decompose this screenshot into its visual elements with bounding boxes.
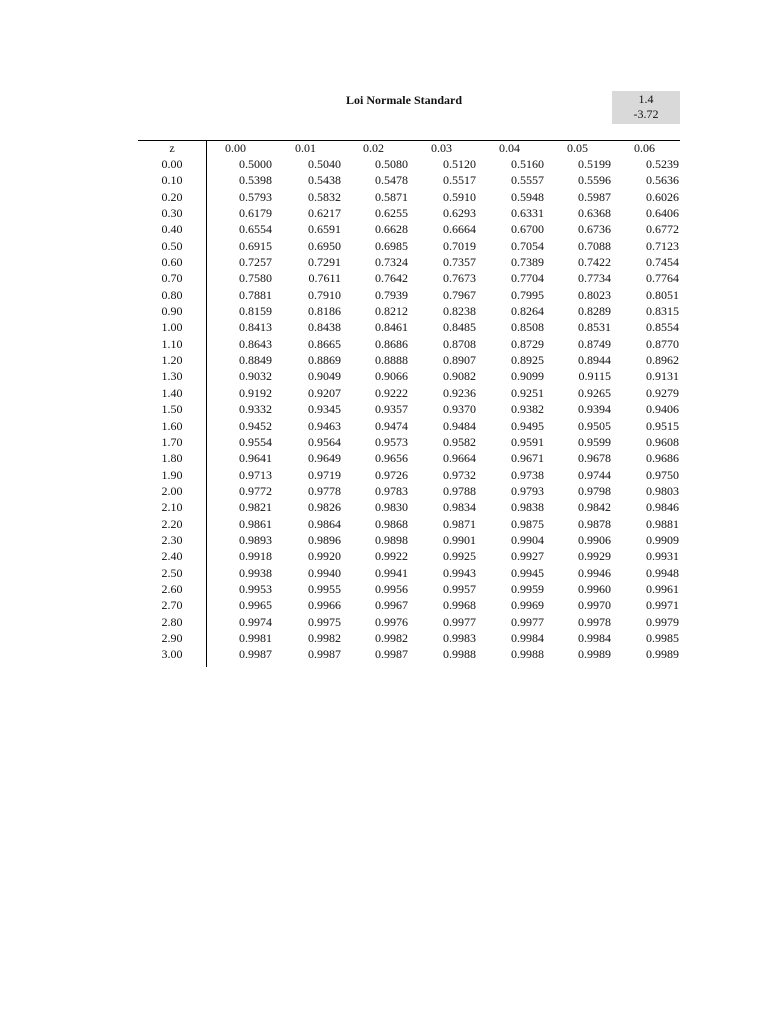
probability-cell: 0.9842 bbox=[578, 500, 611, 515]
z-header: z bbox=[169, 141, 175, 155]
probability-cell: 0.6179 bbox=[239, 206, 272, 221]
table-row bbox=[138, 336, 680, 352]
table-row bbox=[138, 630, 680, 646]
table-row bbox=[138, 450, 680, 466]
probability-cell: 0.9664 bbox=[443, 451, 476, 466]
probability-cell: 0.6591 bbox=[308, 222, 341, 237]
probability-cell: 0.9983 bbox=[443, 630, 476, 645]
probability-cell: 0.9370 bbox=[443, 402, 476, 417]
z-value: 0.00 bbox=[161, 157, 183, 171]
probability-cell: 0.9909 bbox=[646, 532, 679, 547]
probability-cell: 0.9938 bbox=[239, 565, 272, 580]
table-row bbox=[138, 221, 680, 237]
z-value: 0.60 bbox=[161, 255, 183, 270]
probability-cell: 0.7054 bbox=[511, 238, 544, 253]
table-row bbox=[138, 614, 680, 630]
probability-cell: 0.6664 bbox=[443, 222, 476, 237]
probability-cell: 0.5438 bbox=[308, 173, 341, 188]
probability-cell: 0.9591 bbox=[511, 434, 544, 449]
probability-cell: 0.8962 bbox=[646, 353, 679, 368]
z-value: 1.80 bbox=[161, 451, 183, 466]
probability-cell: 0.8944 bbox=[578, 353, 611, 368]
table-row bbox=[138, 238, 680, 254]
probability-cell: 0.9875 bbox=[511, 516, 544, 531]
probability-cell: 0.9641 bbox=[239, 451, 272, 466]
page-title: Loi Normale Standard bbox=[345, 93, 462, 107]
z-value: 0.20 bbox=[161, 189, 183, 204]
z-value: 0.30 bbox=[161, 206, 183, 221]
probability-cell: 0.9115 bbox=[578, 369, 611, 384]
probability-cell: 0.9207 bbox=[308, 385, 341, 400]
probability-cell: 0.9463 bbox=[308, 418, 341, 433]
probability-cell: 0.9251 bbox=[511, 385, 544, 400]
probability-cell: 0.9484 bbox=[443, 418, 476, 433]
probability-cell: 0.9798 bbox=[578, 483, 611, 498]
table-row bbox=[138, 189, 680, 205]
z-value: 0.50 bbox=[161, 238, 183, 253]
probability-cell: 0.9082 bbox=[443, 369, 476, 384]
z-value: 2.40 bbox=[161, 549, 183, 564]
probability-cell: 0.9846 bbox=[646, 500, 679, 515]
table-row bbox=[138, 270, 680, 286]
probability-cell: 0.8925 bbox=[511, 353, 544, 368]
probability-cell: 0.6915 bbox=[239, 238, 272, 253]
probability-cell: 0.9649 bbox=[308, 451, 341, 466]
probability-cell: 0.8869 bbox=[308, 353, 341, 368]
z-value: 2.80 bbox=[161, 614, 183, 629]
probability-cell: 0.9987 bbox=[308, 647, 341, 662]
probability-cell: 0.6985 bbox=[375, 238, 408, 253]
probability-cell: 0.6700 bbox=[511, 222, 544, 237]
probability-cell: 0.9946 bbox=[578, 565, 611, 580]
probability-cell: 0.9966 bbox=[308, 598, 341, 613]
table-row bbox=[138, 467, 680, 483]
probability-cell: 0.9878 bbox=[578, 516, 611, 531]
probability-cell: 0.9131 bbox=[646, 369, 679, 384]
probability-cell: 0.9279 bbox=[646, 385, 679, 400]
z-value: 2.20 bbox=[161, 516, 183, 531]
probability-cell: 0.9901 bbox=[443, 532, 476, 547]
probability-cell: 0.9987 bbox=[375, 647, 408, 662]
z-value: 2.30 bbox=[161, 532, 183, 547]
probability-cell: 0.9838 bbox=[511, 500, 544, 515]
probability-cell: 0.5398 bbox=[239, 173, 272, 188]
probability-cell: 0.9821 bbox=[239, 500, 272, 515]
column-header: 0.00 bbox=[225, 141, 246, 155]
probability-cell: 0.8212 bbox=[375, 304, 408, 319]
probability-cell: 0.9066 bbox=[375, 369, 408, 384]
probability-cell: 0.9925 bbox=[443, 549, 476, 564]
probability-cell: 0.5080 bbox=[375, 157, 408, 171]
probability-cell: 0.9772 bbox=[239, 483, 272, 498]
probability-cell: 0.6950 bbox=[308, 238, 341, 253]
table-row bbox=[138, 352, 680, 368]
probability-cell: 0.9974 bbox=[239, 614, 272, 629]
column-header: 0.06 bbox=[634, 141, 655, 155]
probability-cell: 0.9989 bbox=[578, 647, 611, 662]
probability-cell: 0.9982 bbox=[375, 630, 408, 645]
probability-cell: 0.9989 bbox=[646, 647, 679, 662]
probability-cell: 0.5000 bbox=[239, 157, 272, 171]
table-header-row bbox=[138, 141, 680, 156]
probability-cell: 0.9732 bbox=[443, 467, 476, 482]
probability-cell: 0.9984 bbox=[511, 630, 544, 645]
probability-cell: 0.9032 bbox=[239, 369, 272, 384]
probability-cell: 0.8554 bbox=[646, 320, 679, 335]
table-row bbox=[138, 565, 680, 581]
probability-cell: 0.9920 bbox=[308, 549, 341, 564]
column-header: 0.02 bbox=[363, 141, 384, 155]
probability-cell: 0.6628 bbox=[375, 222, 408, 237]
probability-cell: 0.9976 bbox=[375, 614, 408, 629]
reference-value-1: 1.4 bbox=[638, 92, 654, 106]
probability-cell: 0.7673 bbox=[443, 271, 476, 286]
probability-cell: 0.9554 bbox=[239, 434, 272, 449]
z-value: 0.40 bbox=[161, 222, 183, 237]
table-row bbox=[138, 532, 680, 548]
probability-cell: 0.8708 bbox=[443, 336, 476, 351]
probability-cell: 0.9599 bbox=[578, 434, 611, 449]
probability-cell: 0.8051 bbox=[646, 287, 679, 302]
probability-cell: 0.8686 bbox=[375, 336, 408, 351]
probability-cell: 0.5636 bbox=[646, 173, 679, 188]
probability-cell: 0.5478 bbox=[375, 173, 408, 188]
probability-cell: 0.6026 bbox=[646, 189, 679, 204]
probability-cell: 0.9236 bbox=[443, 385, 476, 400]
probability-cell: 0.9505 bbox=[578, 418, 611, 433]
table-row bbox=[138, 172, 680, 188]
probability-cell: 0.7389 bbox=[511, 255, 544, 270]
table-row bbox=[138, 287, 680, 303]
probability-cell: 0.9861 bbox=[239, 516, 272, 531]
probability-cell: 0.7995 bbox=[511, 287, 544, 302]
probability-cell: 0.9984 bbox=[578, 630, 611, 645]
probability-cell: 0.8770 bbox=[646, 336, 679, 351]
probability-cell: 0.6406 bbox=[646, 206, 679, 221]
column-header: 0.01 bbox=[295, 141, 316, 155]
probability-cell: 0.8413 bbox=[239, 320, 272, 335]
probability-cell: 0.9906 bbox=[578, 532, 611, 547]
probability-cell: 0.9495 bbox=[511, 418, 544, 433]
probability-cell: 0.9357 bbox=[375, 402, 408, 417]
probability-cell: 0.9222 bbox=[375, 385, 408, 400]
probability-cell: 0.7939 bbox=[375, 287, 408, 302]
probability-cell: 0.8531 bbox=[578, 320, 611, 335]
probability-cell: 0.9981 bbox=[239, 630, 272, 645]
probability-cell: 0.8159 bbox=[239, 304, 272, 319]
probability-cell: 0.5120 bbox=[443, 157, 476, 171]
probability-cell: 0.9988 bbox=[443, 647, 476, 662]
probability-cell: 0.9977 bbox=[511, 614, 544, 629]
probability-cell: 0.5987 bbox=[578, 189, 611, 204]
z-value: 0.10 bbox=[161, 173, 183, 188]
z-value: 2.10 bbox=[161, 500, 183, 515]
probability-cell: 0.8849 bbox=[239, 353, 272, 368]
z-value: 1.70 bbox=[161, 434, 183, 449]
probability-cell: 0.9956 bbox=[375, 581, 408, 596]
probability-cell: 0.8238 bbox=[443, 304, 476, 319]
probability-cell: 0.9953 bbox=[239, 581, 272, 596]
probability-cell: 0.9406 bbox=[646, 402, 679, 417]
probability-cell: 0.7967 bbox=[443, 287, 476, 302]
probability-cell: 0.8729 bbox=[511, 336, 544, 351]
probability-cell: 0.9896 bbox=[308, 532, 341, 547]
probability-cell: 0.8461 bbox=[375, 320, 408, 335]
probability-cell: 0.9929 bbox=[578, 549, 611, 564]
z-value: 1.30 bbox=[161, 369, 183, 384]
probability-cell: 0.5160 bbox=[511, 157, 544, 171]
probability-cell: 0.9922 bbox=[375, 549, 408, 564]
probability-cell: 0.9893 bbox=[239, 532, 272, 547]
z-value: 1.50 bbox=[161, 402, 183, 417]
probability-cell: 0.9738 bbox=[511, 467, 544, 482]
probability-cell: 0.9394 bbox=[578, 402, 611, 417]
z-value: 2.00 bbox=[161, 483, 183, 498]
z-value: 2.60 bbox=[161, 581, 183, 596]
probability-cell: 0.5910 bbox=[443, 189, 476, 204]
table-row bbox=[138, 254, 680, 270]
probability-cell: 0.9982 bbox=[308, 630, 341, 645]
probability-cell: 0.5239 bbox=[646, 157, 679, 171]
probability-cell: 0.5557 bbox=[511, 173, 544, 188]
table-row bbox=[138, 385, 680, 401]
probability-cell: 0.9382 bbox=[511, 402, 544, 417]
probability-cell: 0.9978 bbox=[578, 614, 611, 629]
probability-cell: 0.9656 bbox=[375, 451, 408, 466]
probability-cell: 0.9192 bbox=[239, 385, 272, 400]
probability-cell: 0.8264 bbox=[511, 304, 544, 319]
probability-cell: 0.9515 bbox=[646, 418, 679, 433]
probability-cell: 0.9898 bbox=[375, 532, 408, 547]
probability-cell: 0.9968 bbox=[443, 598, 476, 613]
probability-cell: 0.9778 bbox=[308, 483, 341, 498]
z-value: 1.10 bbox=[161, 336, 183, 351]
probability-cell: 0.7454 bbox=[646, 255, 679, 270]
probability-cell: 0.9971 bbox=[646, 598, 679, 613]
probability-cell: 0.8289 bbox=[578, 304, 611, 319]
probability-cell: 0.8888 bbox=[375, 353, 408, 368]
probability-cell: 0.9332 bbox=[239, 402, 272, 417]
table-row bbox=[138, 319, 680, 335]
probability-cell: 0.9265 bbox=[578, 385, 611, 400]
z-value: 2.90 bbox=[161, 630, 183, 645]
probability-cell: 0.7734 bbox=[578, 271, 611, 286]
probability-cell: 0.9582 bbox=[443, 434, 476, 449]
probability-cell: 0.9948 bbox=[646, 565, 679, 580]
probability-cell: 0.9345 bbox=[308, 402, 341, 417]
table-row bbox=[138, 401, 680, 417]
probability-cell: 0.9726 bbox=[375, 467, 408, 482]
probability-cell: 0.9678 bbox=[578, 451, 611, 466]
probability-cell: 0.9979 bbox=[646, 614, 679, 629]
probability-cell: 0.8485 bbox=[443, 320, 476, 335]
probability-cell: 0.7422 bbox=[578, 255, 611, 270]
table-row bbox=[138, 434, 680, 450]
probability-cell: 0.9049 bbox=[308, 369, 341, 384]
probability-cell: 0.8315 bbox=[646, 304, 679, 319]
probability-cell: 0.8665 bbox=[308, 336, 341, 351]
probability-cell: 0.5793 bbox=[239, 189, 272, 204]
probability-cell: 0.7088 bbox=[578, 238, 611, 253]
table-row bbox=[138, 303, 680, 319]
probability-cell: 0.9788 bbox=[443, 483, 476, 498]
probability-cell: 0.9452 bbox=[239, 418, 272, 433]
probability-cell: 0.9830 bbox=[375, 500, 408, 515]
probability-cell: 0.6554 bbox=[239, 222, 272, 237]
probability-cell: 0.8438 bbox=[308, 320, 341, 335]
table-row bbox=[138, 516, 680, 532]
z-value: 1.60 bbox=[161, 418, 183, 433]
probability-cell: 0.9970 bbox=[578, 598, 611, 613]
probability-cell: 0.5871 bbox=[375, 189, 408, 204]
probability-cell: 0.9943 bbox=[443, 565, 476, 580]
table-row bbox=[138, 499, 680, 515]
probability-cell: 0.6736 bbox=[578, 222, 611, 237]
probability-cell: 0.5832 bbox=[308, 189, 341, 204]
probability-cell: 0.9881 bbox=[646, 516, 679, 531]
probability-cell: 0.9987 bbox=[239, 647, 272, 662]
probability-cell: 0.9904 bbox=[511, 532, 544, 547]
probability-cell: 0.9474 bbox=[375, 418, 408, 433]
probability-cell: 0.9713 bbox=[239, 467, 272, 482]
probability-cell: 0.7580 bbox=[239, 271, 272, 286]
probability-cell: 0.9608 bbox=[646, 434, 679, 449]
probability-cell: 0.9750 bbox=[646, 467, 679, 482]
column-header: 0.04 bbox=[499, 141, 520, 155]
z-value: 1.40 bbox=[161, 385, 183, 400]
probability-cell: 0.7324 bbox=[375, 255, 408, 270]
probability-cell: 0.9918 bbox=[239, 549, 272, 564]
z-value: 2.50 bbox=[161, 565, 183, 580]
probability-cell: 0.8508 bbox=[511, 320, 544, 335]
probability-cell: 0.6772 bbox=[646, 222, 679, 237]
probability-cell: 0.9834 bbox=[443, 500, 476, 515]
column-header: 0.05 bbox=[567, 141, 588, 155]
reference-value-box bbox=[612, 91, 680, 124]
probability-cell: 0.9719 bbox=[308, 467, 341, 482]
probability-cell: 0.9793 bbox=[511, 483, 544, 498]
probability-cell: 0.7611 bbox=[308, 271, 341, 286]
probability-cell: 0.9960 bbox=[578, 581, 611, 596]
probability-cell: 0.9871 bbox=[443, 516, 476, 531]
probability-cell: 0.7764 bbox=[646, 271, 679, 286]
table-row bbox=[138, 205, 680, 221]
probability-cell: 0.7910 bbox=[308, 287, 341, 302]
probability-cell: 0.6217 bbox=[308, 206, 341, 221]
table-row bbox=[138, 483, 680, 499]
probability-cell: 0.6293 bbox=[443, 206, 476, 221]
probability-cell: 0.9803 bbox=[646, 483, 679, 498]
z-value: 0.90 bbox=[161, 304, 183, 319]
probability-cell: 0.7291 bbox=[308, 255, 341, 270]
table-row bbox=[138, 418, 680, 434]
probability-cell: 0.5517 bbox=[443, 173, 476, 188]
probability-cell: 0.9783 bbox=[375, 483, 408, 498]
probability-cell: 0.9977 bbox=[443, 614, 476, 629]
table-row bbox=[138, 548, 680, 564]
probability-cell: 0.8643 bbox=[239, 336, 272, 351]
probability-cell: 0.9686 bbox=[646, 451, 679, 466]
table-row bbox=[138, 368, 680, 384]
table-row bbox=[138, 646, 680, 662]
probability-cell: 0.9671 bbox=[511, 451, 544, 466]
probability-cell: 0.9957 bbox=[443, 581, 476, 596]
probability-cell: 0.9940 bbox=[308, 565, 341, 580]
table-row bbox=[138, 156, 680, 172]
probability-cell: 0.9931 bbox=[646, 549, 679, 564]
probability-cell: 0.9967 bbox=[375, 598, 408, 613]
probability-cell: 0.5199 bbox=[578, 157, 611, 171]
z-value: 1.20 bbox=[161, 353, 183, 368]
probability-cell: 0.9955 bbox=[308, 581, 341, 596]
probability-cell: 0.8749 bbox=[578, 336, 611, 351]
probability-cell: 0.7881 bbox=[239, 287, 272, 302]
probability-cell: 0.7357 bbox=[443, 255, 476, 270]
probability-cell: 0.6331 bbox=[511, 206, 544, 221]
probability-cell: 0.9864 bbox=[308, 516, 341, 531]
probability-cell: 0.9941 bbox=[375, 565, 408, 580]
probability-cell: 0.9945 bbox=[511, 565, 544, 580]
column-header: 0.03 bbox=[431, 141, 452, 155]
table-row bbox=[138, 581, 680, 597]
probability-cell: 0.7257 bbox=[239, 255, 272, 270]
table-body bbox=[138, 141, 680, 663]
z-value: 0.70 bbox=[161, 271, 183, 286]
probability-cell: 0.7642 bbox=[375, 271, 408, 286]
probability-cell: 0.7019 bbox=[443, 238, 476, 253]
probability-cell: 0.9975 bbox=[308, 614, 341, 629]
probability-cell: 0.8023 bbox=[578, 287, 611, 302]
probability-cell: 0.9744 bbox=[578, 467, 611, 482]
probability-cell: 0.7123 bbox=[646, 238, 679, 253]
probability-cell: 0.9985 bbox=[646, 630, 679, 645]
reference-value-2: -3.72 bbox=[633, 107, 659, 121]
probability-cell: 0.6255 bbox=[375, 206, 408, 221]
probability-cell: 0.9868 bbox=[375, 516, 408, 531]
z-value: 3.00 bbox=[161, 647, 183, 662]
probability-cell: 0.5040 bbox=[308, 157, 341, 171]
z-value: 0.80 bbox=[161, 287, 183, 302]
z-value: 1.90 bbox=[161, 467, 183, 482]
probability-cell: 0.9826 bbox=[308, 500, 341, 515]
table-row bbox=[138, 597, 680, 613]
probability-cell: 0.9965 bbox=[239, 598, 272, 613]
probability-cell: 0.8186 bbox=[308, 304, 341, 319]
probability-cell: 0.9988 bbox=[511, 647, 544, 662]
probability-cell: 0.9927 bbox=[511, 549, 544, 564]
probability-cell: 0.9969 bbox=[511, 598, 544, 613]
probability-cell: 0.9961 bbox=[646, 581, 679, 596]
probability-cell: 0.9959 bbox=[511, 581, 544, 596]
probability-cell: 0.9099 bbox=[511, 369, 544, 384]
probability-cell: 0.9564 bbox=[308, 434, 341, 449]
probability-cell: 0.8907 bbox=[443, 353, 476, 368]
probability-cell: 0.5596 bbox=[578, 173, 611, 188]
z-value: 2.70 bbox=[161, 598, 183, 613]
probability-cell: 0.9573 bbox=[375, 434, 408, 449]
z-value: 1.00 bbox=[161, 320, 183, 335]
probability-cell: 0.6368 bbox=[578, 206, 611, 221]
probability-cell: 0.5948 bbox=[511, 189, 544, 204]
probability-cell: 0.7704 bbox=[511, 271, 544, 286]
